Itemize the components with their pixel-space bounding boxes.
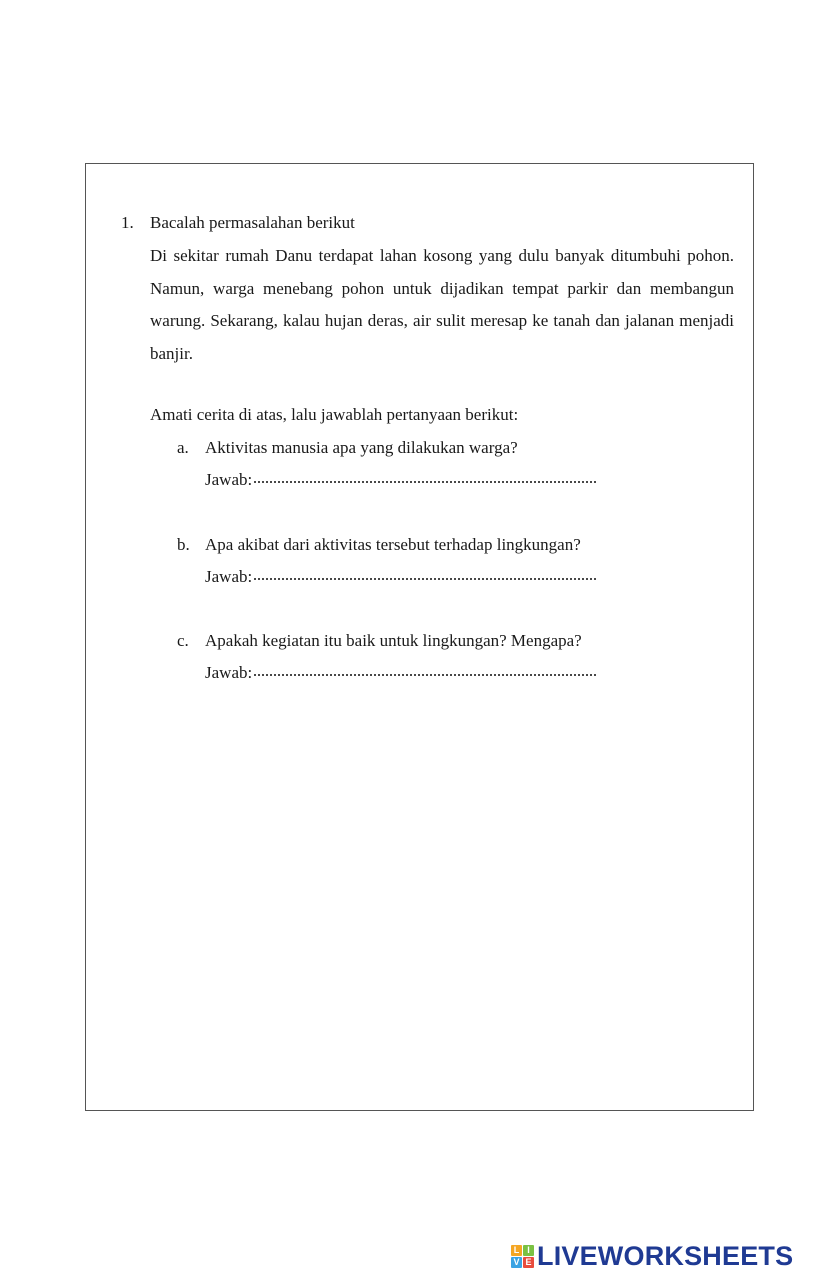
item-a-answer-field[interactable]	[205, 469, 596, 491]
item-b-answer-field[interactable]	[205, 566, 596, 588]
instruction-text: Amati cerita di atas, lalu jawablah pertanyaan berikut:	[150, 405, 519, 424]
item-c-letter: c.	[177, 631, 189, 650]
logo-mark-cell-i: I	[523, 1245, 534, 1256]
item-a-answer-dots[interactable]	[253, 481, 596, 483]
logo-mark-cell-v: V	[511, 1257, 522, 1268]
logo-mark-cell-e: E	[523, 1257, 534, 1268]
item-c-answer-dots[interactable]	[253, 674, 596, 676]
item-a-question: Aktivitas manusia apa yang dilakukan warga?	[205, 438, 518, 457]
question-number: 1.	[121, 213, 134, 232]
logo-mark-cell-l: L	[511, 1245, 522, 1256]
item-a-answer-label: Jawab:	[205, 470, 253, 489]
story-paragraph: Di sekitar rumah Danu terdapat lahan kosong yang dulu banyak ditumbuhi pohon. Namun, warga menebang pohon untuk dijadikan tempat parkir dan membangun warung. Sekarang, kalau hujan deras, air sulit meresap ke tanah dan jalanan menjadi banjir.	[150, 246, 734, 363]
item-c-answer-field[interactable]	[205, 662, 596, 684]
item-b-answer-label: Jawab:	[205, 567, 253, 586]
item-c-answer-label: Jawab:	[205, 663, 253, 682]
item-b-answer-dots[interactable]	[253, 578, 596, 580]
logo-mark-icon	[511, 1245, 534, 1268]
item-a-letter: a.	[177, 438, 189, 457]
item-c-question: Apakah kegiatan itu baik untuk lingkungan? Mengapa?	[205, 631, 582, 650]
logo-wordmark: LIVEWORKSHEETS	[537, 1241, 794, 1271]
item-b-letter: b.	[177, 535, 190, 554]
liveworksheets-logo	[511, 1240, 793, 1272]
question-title: Bacalah permasalahan berikut	[150, 213, 355, 232]
item-b-question: Apa akibat dari aktivitas tersebut terhadap lingkungan?	[205, 535, 581, 554]
